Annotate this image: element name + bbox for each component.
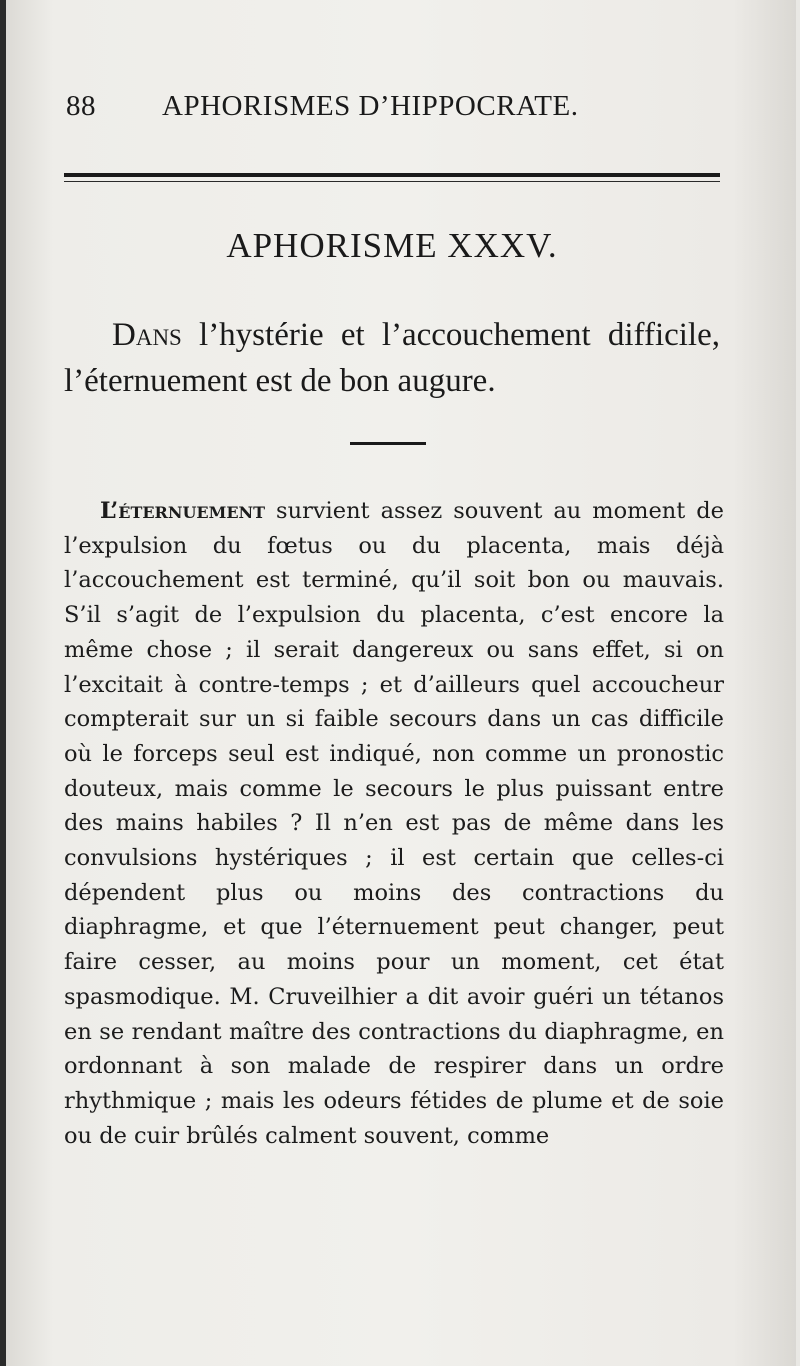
page-number: 88: [66, 90, 96, 122]
commentary-paragraph: [64, 494, 724, 1153]
aphorism-title: APHORISME XXXV.: [226, 226, 558, 265]
aphorism-body: l’hystérie et l’accouchement difficile, l’éternuement est de bon augure.: [64, 317, 720, 399]
aphorism-lead-word: Dans: [112, 317, 182, 353]
header-rule-thin: [64, 181, 720, 182]
aphorism-text: [64, 312, 720, 404]
header-rule-thick: [64, 173, 720, 177]
section-divider: [350, 442, 426, 445]
commentary-body: survient assez souvent au moment de l’expulsion du fœtus ou du placenta, mais déjà l’accouchement est terminé, qu’il soit bon ou mauvais. S’il s’agit de l’expulsion du placenta, c’est encore la même chose ; il serait dangereux ou sans effet, si on l’excitait à contre-temps ; et d’ailleurs quel accoucheur compterait sur un si faible secours dans un cas difficile où le forceps seul est indiqué, non comme un pronostic douteux, mais comme le secours le plus puissant entre des mains habiles ? Il n’en est pas de même dans les convulsions hystériques ; il est certain que celles-ci dépendent plus ou moins des contractions du diaphragme, et que l’éternuement peut changer, peut faire cesser, au moins pour un moment, cet état spasmodique. M. Cruveilhier a dit avoir guéri un tétanos en se rendant maître des contractions du diaphragme, en ordonnant à son malade de respirer dans un ordre rhythmique ; mais les odeurs fétides de plume et de soie ou de cuir brûlés calment souvent, comme: [64, 498, 724, 1149]
running-title: APHORISMES D’HIPPOCRATE.: [162, 90, 579, 122]
commentary-lead-word: L’éternuement: [100, 498, 266, 524]
running-head: [66, 90, 726, 130]
